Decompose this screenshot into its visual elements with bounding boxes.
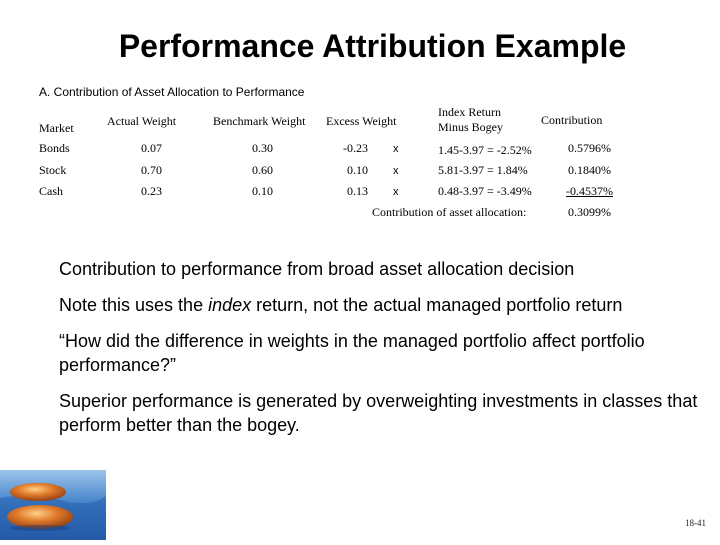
bullet-2-end: return, not the actual managed portfolio return xyxy=(251,295,623,315)
total-value: 0.3099% xyxy=(568,205,611,219)
attribution-table xyxy=(0,0,720,230)
header-excess-weight: Excess Weight xyxy=(326,114,397,128)
bullet-4: Superior performance is generated by overweighting investments in classes that perform better than the bogey. xyxy=(59,391,698,435)
row-bonds-multiply: x xyxy=(393,143,399,155)
header-index-return xyxy=(438,105,503,135)
row-bonds-market: Bonds xyxy=(39,141,70,155)
row-cash-actual: 0.23 xyxy=(141,184,162,198)
stones-logo-image xyxy=(0,470,106,540)
row-cash-index: 0.48-3.97 = -3.49% xyxy=(438,184,532,198)
slide-title: Performance Attribution Example xyxy=(118,28,627,64)
row-stock-benchmark: 0.60 xyxy=(252,163,273,177)
header-index-line1: Index Return xyxy=(438,105,501,119)
section-subtitle: A. Contribution of Asset Allocation to Performance xyxy=(39,85,305,99)
bullet-2 xyxy=(59,293,714,317)
row-cash-excess: 0.13 xyxy=(347,184,368,198)
row-cash-market: Cash xyxy=(39,184,63,198)
row-bonds-actual: 0.07 xyxy=(141,141,162,155)
header-contribution: Contribution xyxy=(541,113,603,127)
row-stock-contribution: 0.1840% xyxy=(568,163,611,177)
bullet-2-start: Note this uses the xyxy=(59,295,209,315)
page-number: 18-41 xyxy=(685,518,706,528)
row-cash-benchmark: 0.10 xyxy=(252,184,273,198)
row-stock-actual: 0.70 xyxy=(141,163,162,177)
row-stock-market: Stock xyxy=(39,163,67,177)
header-actual-weight: Actual Weight xyxy=(107,114,177,128)
row-bonds-contribution: 0.5796% xyxy=(568,141,611,155)
row-stock-excess: 0.10 xyxy=(347,163,368,177)
row-stock-multiply: x xyxy=(393,165,399,177)
row-cash-contribution: -0.4537% xyxy=(566,184,613,198)
stones-illustration xyxy=(0,470,106,540)
row-bonds-benchmark: 0.30 xyxy=(252,141,273,155)
header-index-line2: Minus Bogey xyxy=(438,120,504,134)
bullet-2-emphasis: index xyxy=(208,295,252,315)
total-label: Contribution of asset allocation: xyxy=(372,205,527,219)
bullet-1: Contribution to performance from broad asset allocation decision xyxy=(59,259,575,279)
row-stock-index: 5.81-3.97 = 1.84% xyxy=(438,163,528,177)
bullet-3: “How did the difference in weights in the managed portfolio affect portfolio performance?” xyxy=(59,331,645,375)
row-bonds-excess: -0.23 xyxy=(343,141,368,155)
row-bonds-index: 1.45-3.97 = -2.52% xyxy=(438,143,532,157)
bullet-list xyxy=(59,257,714,449)
header-benchmark-weight: Benchmark Weight xyxy=(213,114,306,128)
header-market: Market xyxy=(39,121,74,135)
row-cash-multiply: x xyxy=(393,186,399,198)
